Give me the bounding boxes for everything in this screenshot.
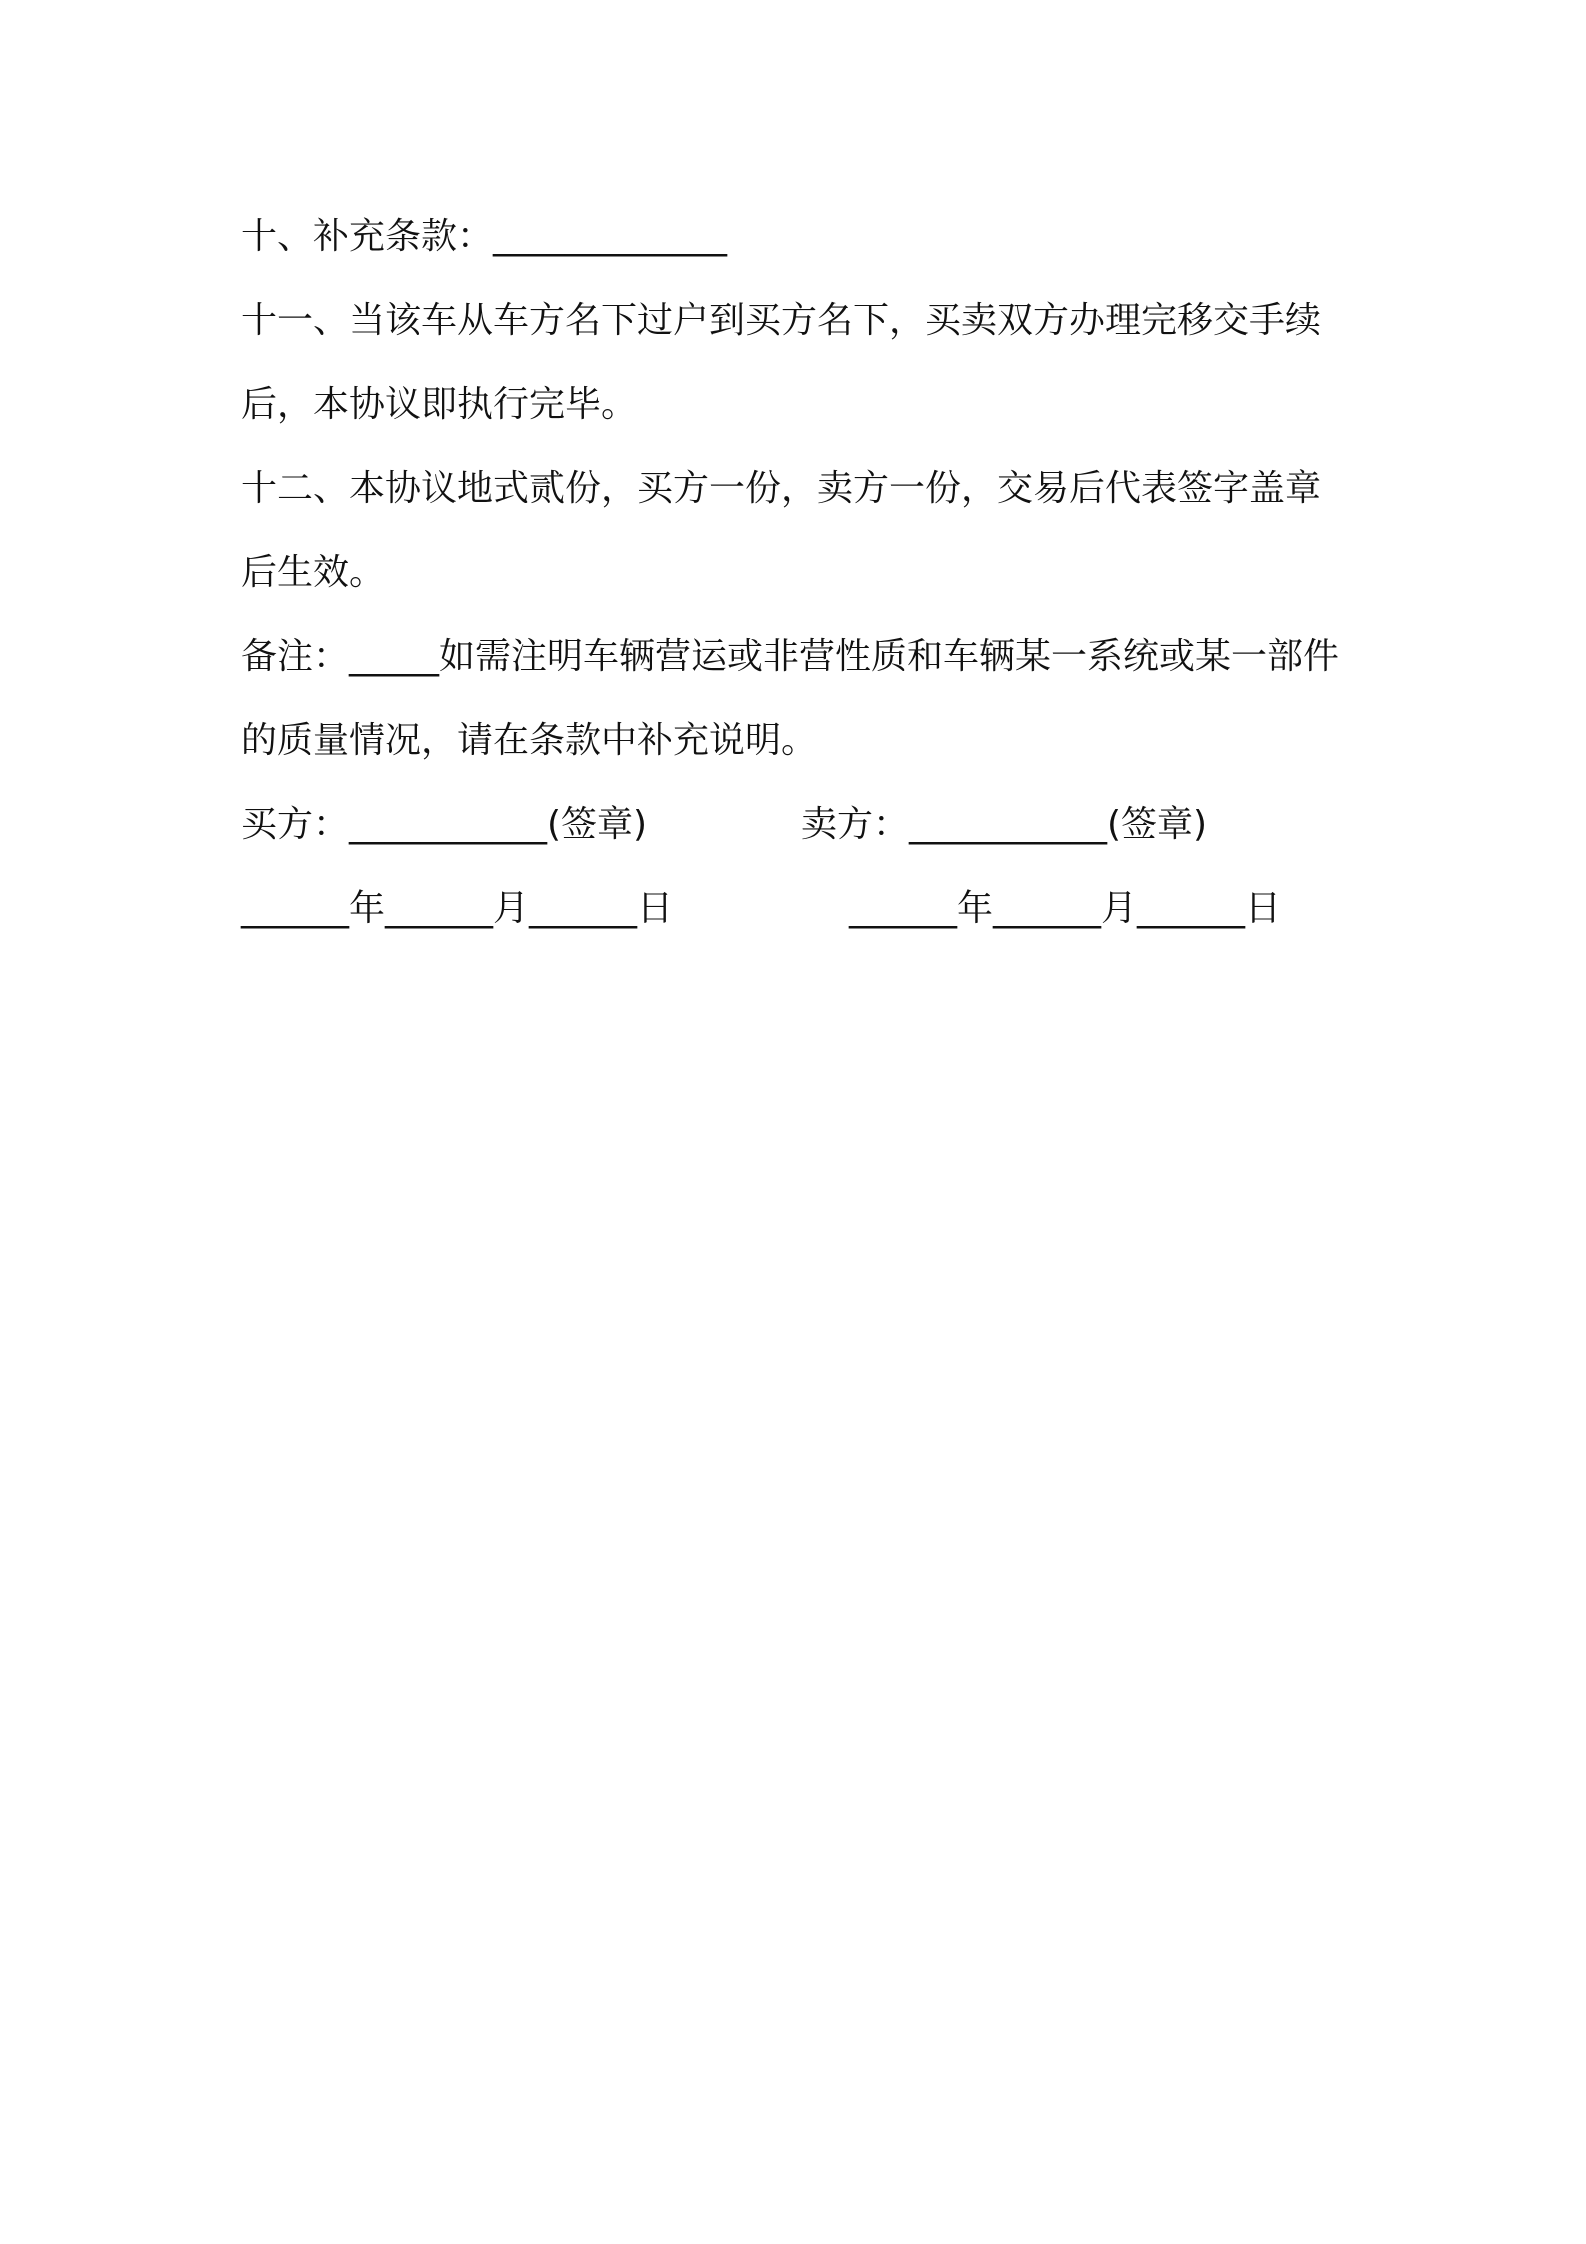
clause-11: 十一、当该车从车方名下过户到买方名下，买卖双方办理完移交手续后，本协议即执行完毕。: [241, 300, 1322, 425]
buyer-signature: 买方：___________(签章): [241, 804, 648, 845]
signature-row: [241, 783, 1356, 867]
buyer-date: ______年______月______日: [241, 888, 673, 929]
document-body: [241, 195, 1356, 951]
date-row: [241, 867, 1356, 951]
note: 备注：_____如需注明车辆营运或非营性质和车辆某一系统或某一部件的质量情况，请在条款中补充说明。: [241, 636, 1340, 761]
seller-signature: 卖方：___________(签章): [801, 804, 1208, 845]
clause-10: 十、补充条款：_____________: [241, 216, 728, 257]
clause-12: 十二、本协议地式贰份，买方一份，卖方一份，交易后代表签字盖章后生效。: [241, 468, 1322, 593]
seller-date: ______年______月______日: [849, 888, 1281, 929]
